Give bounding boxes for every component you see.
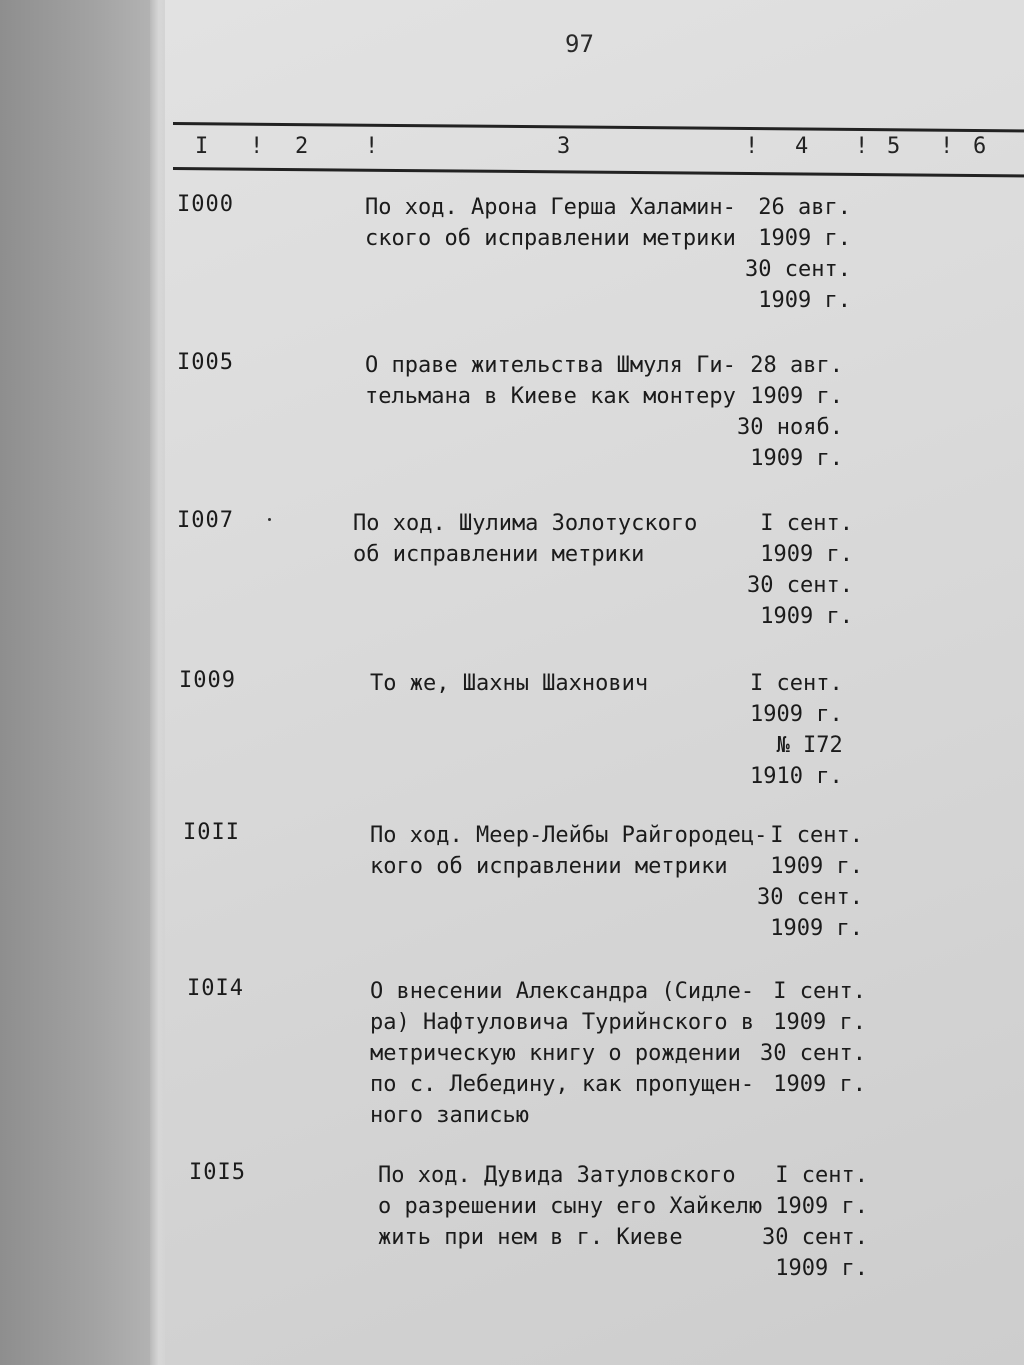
- entry-dates: 26 авг. 1909 г. 30 сент. 1909 г.: [745, 195, 851, 313]
- header-separator-5: !: [940, 134, 954, 159]
- header-col-1: I: [195, 134, 209, 159]
- header-col-3: 3: [557, 134, 571, 159]
- header-rule-top: [173, 122, 1024, 133]
- header-col-5: 5: [887, 134, 901, 159]
- entry-description: По ход. Шулима Золотуского об исправлении метрики: [353, 511, 698, 567]
- entry-description: О праве жительства Шмуля Ги- тельмана в Киеве как монтеру: [365, 353, 736, 409]
- entry-number: I0II: [183, 820, 240, 845]
- entry-description: По ход. Арона Герша Халамин- ского об исправлении метрики: [365, 195, 736, 251]
- ink-speck: [268, 518, 271, 521]
- entry-description: По ход. Дувида Затуловского о разрешении сыну его Хайкелю жить при нем в г. Киеве: [378, 1163, 763, 1250]
- entry-number: I000: [177, 192, 234, 217]
- entry-description: То же, Шахны Шахнович: [370, 671, 649, 696]
- header-separator-1: !: [250, 134, 264, 159]
- entry-dates: I сент. 1909 г. № I72 1910 г.: [750, 671, 843, 789]
- entry-description: По ход. Меер-Лейбы Райгородец- кого об исправлении метрики: [370, 823, 768, 879]
- header-col-6: 6: [973, 134, 987, 159]
- entry-dates: I сент. 1909 г. 30 сент. 1909 г.: [757, 823, 863, 941]
- header-col-2: 2: [295, 134, 309, 159]
- header-separator-3: !: [745, 134, 759, 159]
- entry-dates: I сент. 1909 г. 30 сент. 1909 г.: [760, 979, 866, 1097]
- entry-number: I009: [179, 668, 236, 693]
- header-rule-bottom: [173, 167, 1024, 178]
- header-separator-2: !: [365, 134, 379, 159]
- document-page: [165, 0, 1024, 1365]
- entry-description: О внесении Александра (Сидле- ра) Нафтуловича Турийнского в метрическую книгу о рождении по с. Лебедину, как пропущен- ного записью: [370, 979, 755, 1128]
- entry-number: I005: [177, 350, 234, 375]
- entry-dates: 28 авг. 1909 г. 30 нояб. 1909 г.: [737, 353, 843, 471]
- entry-number: I0I4: [187, 976, 244, 1001]
- header-separator-4: !: [855, 134, 869, 159]
- header-col-4: 4: [795, 134, 809, 159]
- entry-dates: I сент. 1909 г. 30 сент. 1909 г.: [762, 1163, 868, 1281]
- entry-dates: I сент. 1909 г. 30 сент. 1909 г.: [747, 511, 853, 629]
- page-number: 97: [565, 30, 594, 58]
- entry-number: I0I5: [189, 1160, 246, 1185]
- facing-page-edge: [0, 0, 160, 1365]
- entry-number: I007: [177, 508, 234, 533]
